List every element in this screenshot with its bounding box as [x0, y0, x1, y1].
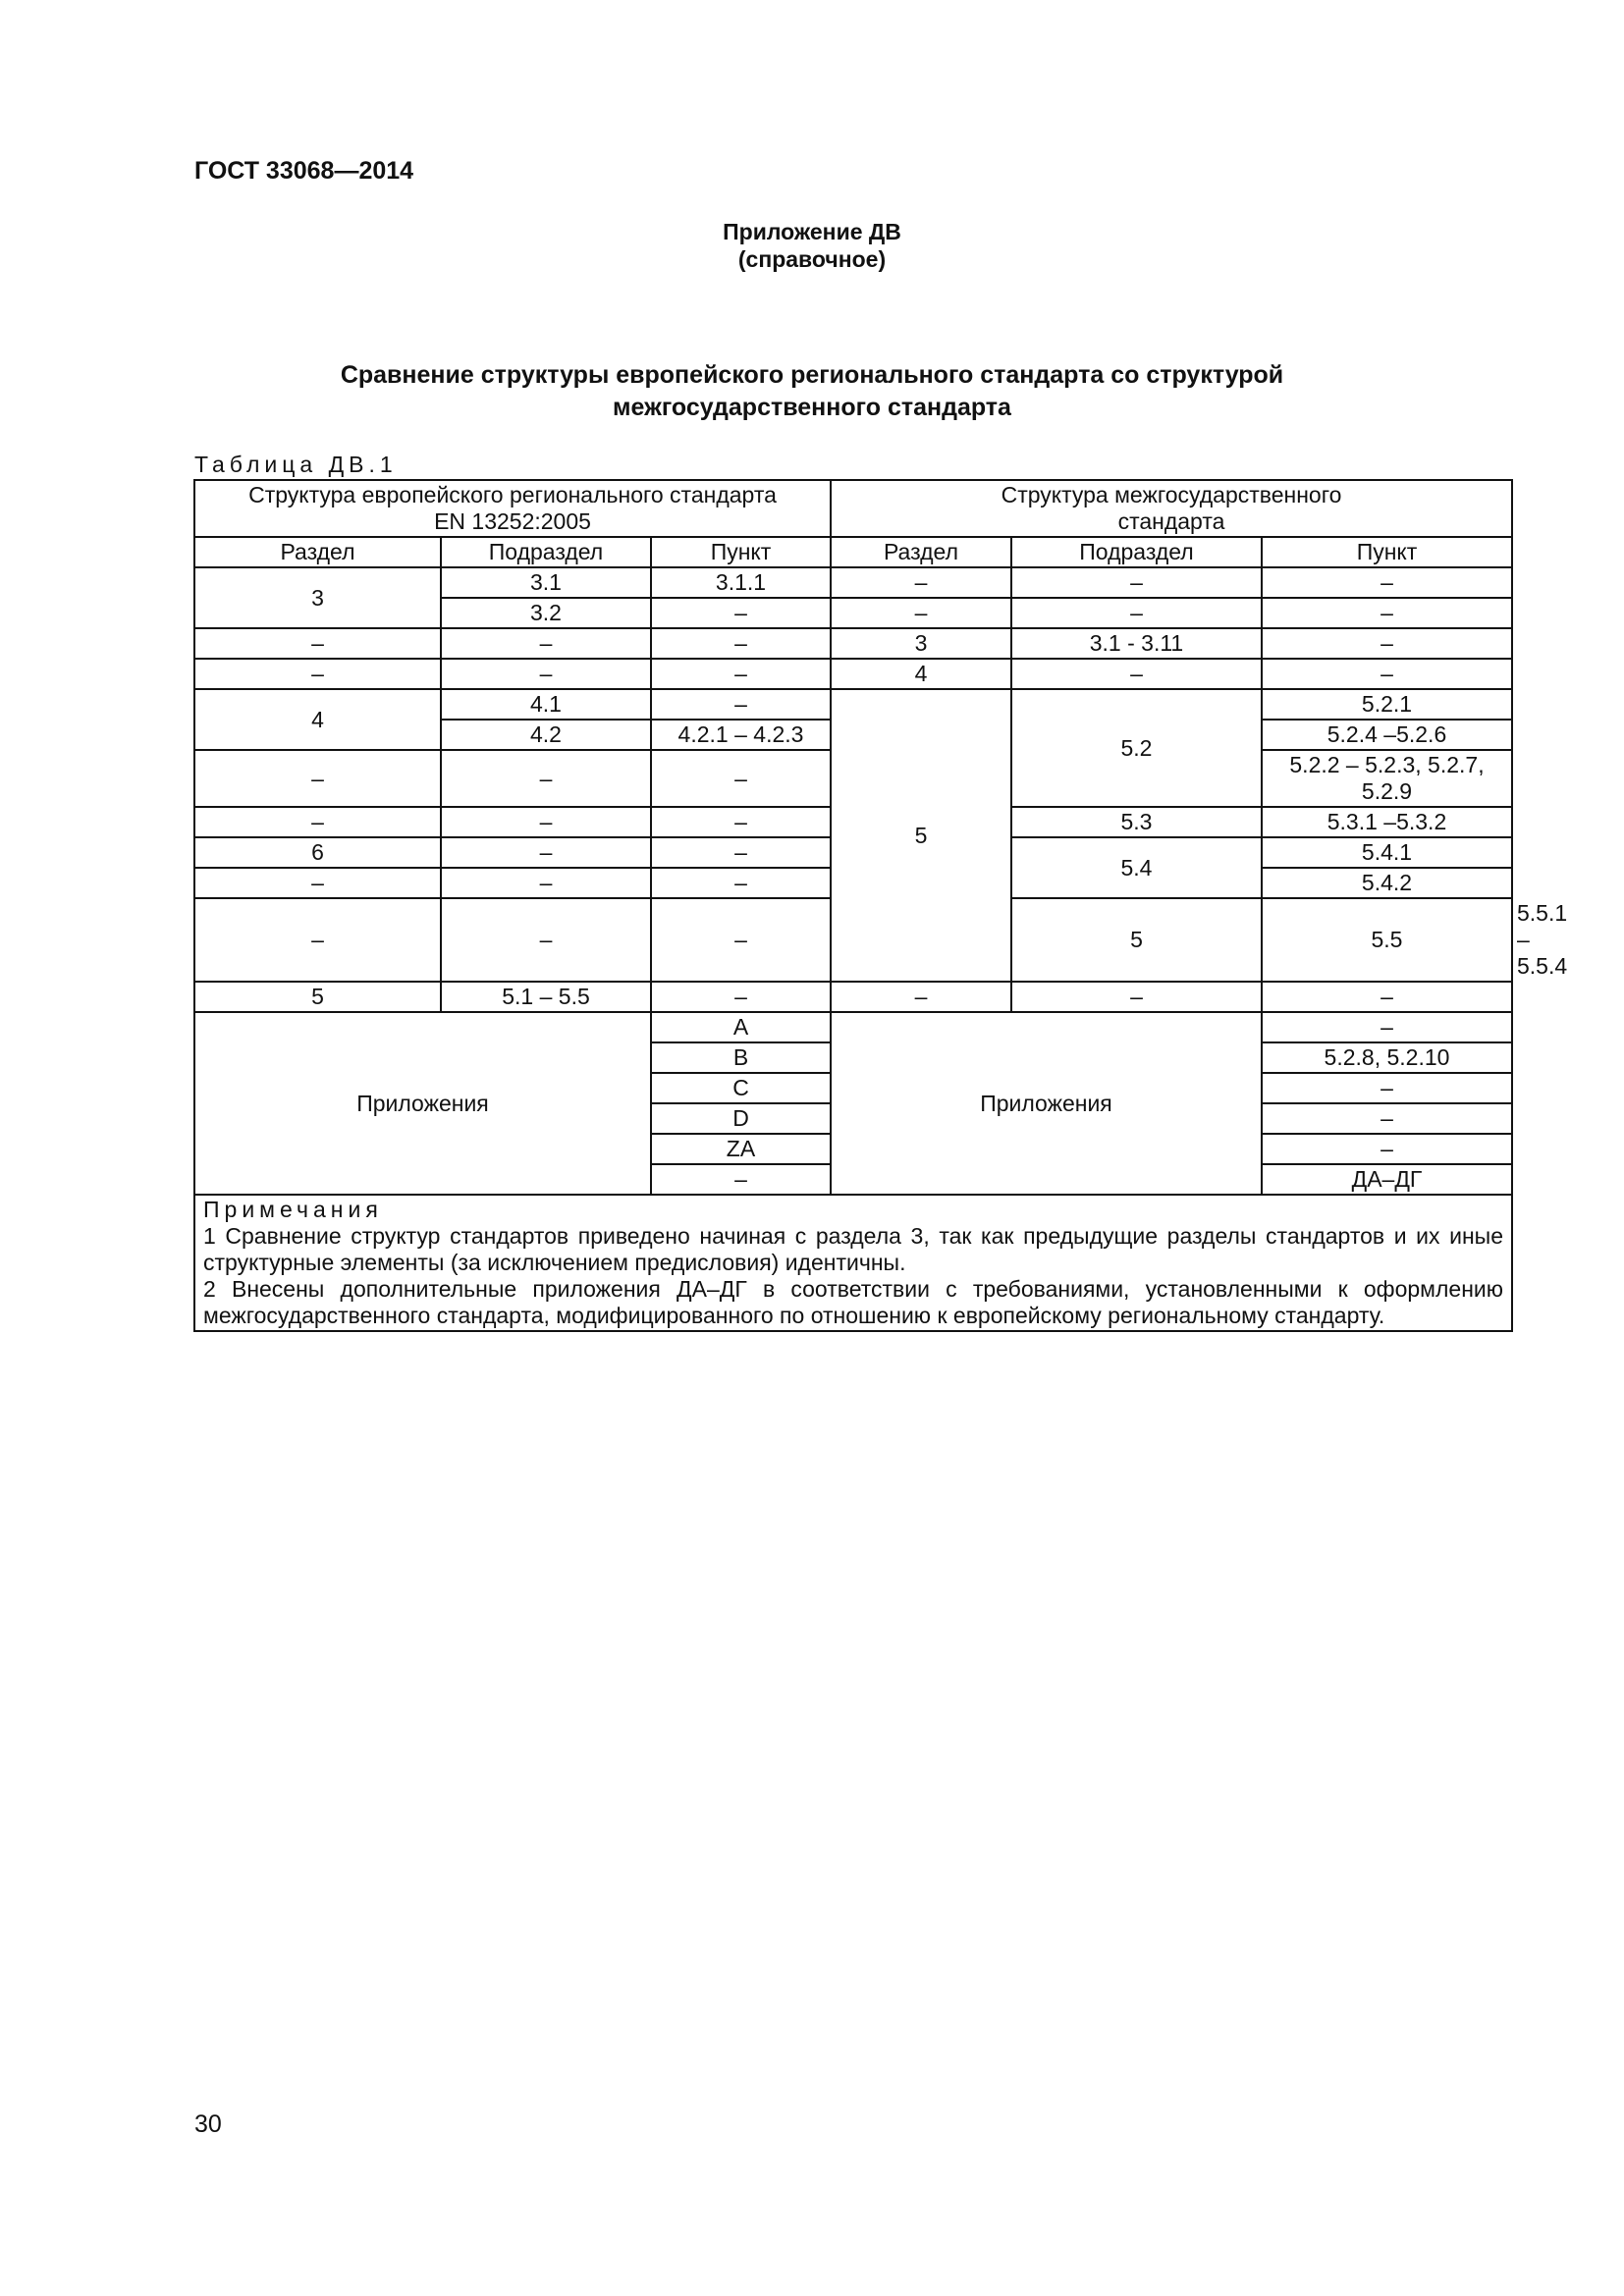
table-cell: –	[194, 628, 441, 659]
table-cell: C	[651, 1073, 831, 1103]
table-cell: –	[194, 807, 441, 837]
table-cell: 5.2	[1011, 689, 1262, 807]
table-cell: 5.3	[1011, 807, 1262, 837]
note-1: 1 Сравнение структур стандартов приведено начиная с раздела 3, так как предыдущие разделы стандартов и их иные структурные элементы (за исключением предисловия) идентичны.	[203, 1223, 1503, 1275]
table-cell: –	[831, 567, 1011, 598]
table-row	[194, 982, 1512, 1012]
annex-title: Приложение ДВ	[723, 219, 901, 244]
table-cell: 3.1 - 3.11	[1011, 628, 1262, 659]
table-cell: 5.4.1	[1262, 837, 1512, 868]
notes-heading: Примечания	[203, 1197, 383, 1222]
table-cell: 5.1 – 5.5	[441, 982, 651, 1012]
section-title-line2: межгосударственного стандарта	[613, 394, 1011, 421]
annexes-label-gost: Приложения	[831, 1012, 1262, 1195]
annex-heading	[0, 218, 1624, 273]
table-cell: –	[194, 868, 441, 898]
table-row	[194, 567, 1512, 598]
table-cell: A	[651, 1012, 831, 1042]
table-cell: 3.1.1	[651, 567, 831, 598]
table-cell: 4.2	[441, 720, 651, 750]
table-cell: –	[441, 898, 651, 982]
note-2: 2 Внесены дополнительные приложения ДА–ДГ в соответствии с требованиями, установленными к оформлению межгосударственного стандарта, модифицированного по отношению к европейскому региональному стандарту.	[203, 1276, 1503, 1328]
table-cell: 5.2.1	[1262, 689, 1512, 720]
table-cell: –	[831, 598, 1011, 628]
col-header-section: Раздел	[194, 537, 441, 567]
annex-type: (справочное)	[737, 246, 887, 272]
table-cell: 5.2.2 – 5.2.3, 5.2.7, 5.2.9	[1262, 750, 1512, 807]
table-caption: Таблица ДВ.1	[194, 452, 398, 477]
table-cell: –	[1011, 598, 1262, 628]
section-title-line1: Сравнение структуры европейского регионального стандарта со структурой	[340, 361, 1284, 389]
table-cell: –	[194, 750, 441, 807]
col-header-subsection: Подраздел	[1011, 537, 1262, 567]
table-cell: –	[441, 628, 651, 659]
table-cell: 5.5	[1262, 898, 1512, 982]
table-group-header	[194, 480, 1512, 537]
table-notes	[194, 1195, 1512, 1331]
table-cell: 4	[831, 659, 1011, 689]
table-cell: –	[1011, 659, 1262, 689]
group-header-gost: Структура межгосударственного стандарта	[831, 480, 1512, 537]
col-header-clause: Пункт	[1262, 537, 1512, 567]
table-cell: –	[1262, 982, 1512, 1012]
page-number: 30	[194, 2110, 222, 2138]
table-cell: –	[651, 868, 831, 898]
table-cell: –	[1262, 628, 1512, 659]
table-cell: –	[441, 807, 651, 837]
notes-row	[194, 1195, 1512, 1331]
col-header-section: Раздел	[831, 537, 1011, 567]
table-cell: –	[651, 982, 831, 1012]
table-cell: –	[441, 659, 651, 689]
table-cell: –	[651, 807, 831, 837]
table-row	[194, 628, 1512, 659]
table-cell: –	[1262, 1073, 1512, 1103]
comparison-table	[193, 479, 1568, 1332]
table-cell: 6	[194, 837, 441, 868]
table-cell: –	[651, 837, 831, 868]
table-cell: 4.2.1 – 4.2.3	[651, 720, 831, 750]
section-title	[0, 359, 1624, 424]
table-cell: –	[651, 898, 831, 982]
group-header-en: Структура европейского регионального стандарта EN 13252:2005	[194, 480, 831, 537]
table-cell: –	[1011, 567, 1262, 598]
table-cell: 5.3.1 –5.3.2	[1262, 807, 1512, 837]
table-cell: 4.1	[441, 689, 651, 720]
col-header-subsection: Подраздел	[441, 537, 651, 567]
table-cell: 5	[831, 689, 1011, 982]
table-cell: –	[651, 598, 831, 628]
table-cell: 5	[1011, 898, 1262, 982]
table-column-header	[194, 537, 1512, 567]
table-cell: –	[651, 1164, 831, 1195]
table-cell: 5	[194, 982, 441, 1012]
table-cell: –	[1262, 659, 1512, 689]
annexes-label-en: Приложения	[194, 1012, 651, 1195]
col-header-clause: Пункт	[651, 537, 831, 567]
table-cell: –	[441, 868, 651, 898]
table-cell: ZA	[651, 1134, 831, 1164]
table-cell: –	[1011, 982, 1262, 1012]
table-cell: –	[831, 982, 1011, 1012]
table-cell: –	[651, 628, 831, 659]
table-cell: –	[1262, 1012, 1512, 1042]
table-cell: 5.2.4 –5.2.6	[1262, 720, 1512, 750]
table-cell: 3.2	[441, 598, 651, 628]
table-cell: –	[441, 837, 651, 868]
table-cell: –	[194, 659, 441, 689]
table-cell: –	[1262, 1134, 1512, 1164]
table-cell: 3	[831, 628, 1011, 659]
table-cell: 3	[194, 567, 441, 628]
table-cell: –	[1262, 567, 1512, 598]
table-cell: 5.2.8, 5.2.10	[1262, 1042, 1512, 1073]
table-cell: –	[651, 689, 831, 720]
document-number: ГОСТ 33068—2014	[194, 157, 414, 185]
table-cell: –	[651, 750, 831, 807]
table-cell: –	[651, 659, 831, 689]
table-cell: 5.4.2	[1262, 868, 1512, 898]
table-row: – – – 5 5.5 5.5.1 – 5.5.4	[194, 898, 1512, 982]
table-cell: 5.4	[1011, 837, 1262, 898]
table-cell: 3.1	[441, 567, 651, 598]
table-row	[194, 1012, 1512, 1042]
table-cell: 4	[194, 689, 441, 750]
table-cell: D	[651, 1103, 831, 1134]
table-cell: –	[194, 898, 441, 982]
table-cell: –	[1262, 1103, 1512, 1134]
table-cell: B	[651, 1042, 831, 1073]
table-cell: ДА–ДГ	[1262, 1164, 1512, 1195]
table-row	[194, 689, 1512, 720]
table-cell: –	[441, 750, 651, 807]
table-cell: –	[1262, 598, 1512, 628]
table-row	[194, 659, 1512, 689]
